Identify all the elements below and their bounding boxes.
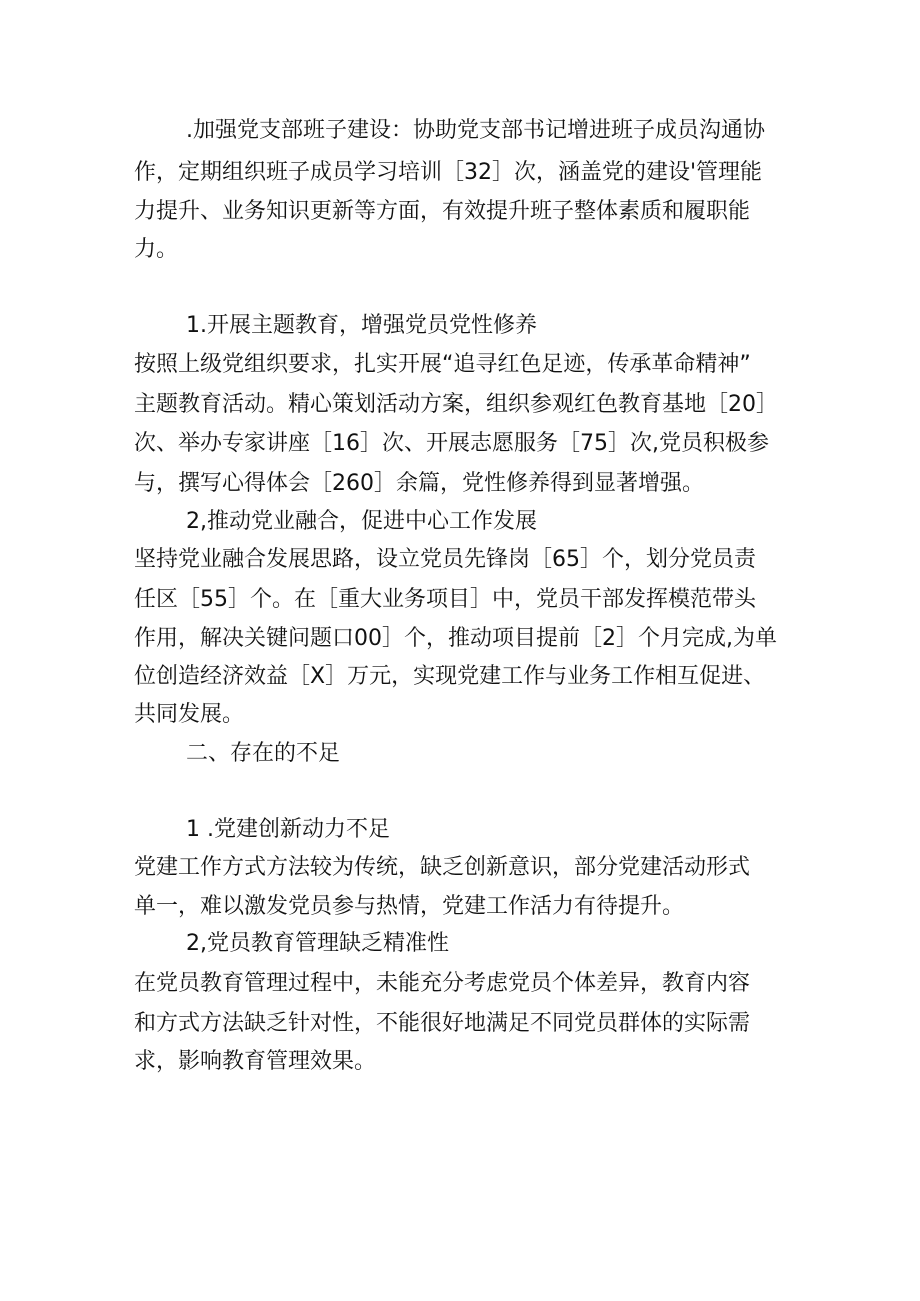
paragraph-line: 任区［55］个。在［重大业务项目］中，党员干部发挥模范带头 <box>134 587 756 612</box>
paragraph-line: 共同发展。 <box>134 702 245 727</box>
paragraph-line: 与，撰写心得体会［260］余篇，党性修养得到显著增强。 <box>134 471 704 496</box>
paragraph-line: 单一，难以激发党员参与热情，党建工作活力有待提升。 <box>134 894 685 919</box>
paragraph-line: 位创造经济效益［X］万元，实现党建工作与业务工作相互促进、 <box>134 664 766 689</box>
paragraph-line: 求，影响教育管理效果。 <box>134 1049 377 1074</box>
paragraph-line: 和方式方法缺乏针对性，不能很好地满足不同党员群体的实际需 <box>134 1011 751 1036</box>
paragraph-line: 力。 <box>134 237 179 262</box>
paragraph-line: 按照上级党组织要求，扎实开展“追寻红色足迹，传承革命精神” <box>134 352 751 377</box>
paragraph-line: 主题教育活动。精心策划活动方案，组织参观红色教育基地［20］ <box>134 392 778 417</box>
section-heading: 1 .党建创新动力不足 <box>186 817 390 842</box>
section-heading: 2,党员教育管理缺乏精准性 <box>186 931 449 956</box>
chapter-heading: 二、存在的不足 <box>186 741 341 766</box>
paragraph-line: 作用，解决关键问题口00］个，推动项目提前［2］个月完成,为单 <box>134 626 777 651</box>
section-heading: 1.开展主题教育，增强党员党性修养 <box>186 313 537 338</box>
paragraph-line: 在党员教育管理过程中，未能充分考虑党员个体差异，教育内容 <box>134 971 751 996</box>
section-heading: 2,推动党业融合，促进中心工作发展 <box>186 509 537 534</box>
paragraph-line: 次、举办专家讲座［16］次、开展志愿服务［75］次,党员积极参 <box>134 431 769 456</box>
paragraph-line: 党建工作方式方法较为传统，缺乏创新意识，部分党建活动形式 <box>134 855 751 880</box>
paragraph-line: 作，定期组织班子成员学习培训［32］次，涵盖党的建设'管理能 <box>134 160 763 185</box>
paragraph-line: .加强党支部班子建设：协助党支部书记增进班子成员沟通协 <box>186 118 765 143</box>
paragraph-line: 坚持党业融合发展思路，设立党员先锋岗［65］个，划分党员责 <box>134 547 756 572</box>
paragraph-line: 力提升、业务知识更新等方面，有效提升班子整体素质和履职能 <box>134 199 751 224</box>
